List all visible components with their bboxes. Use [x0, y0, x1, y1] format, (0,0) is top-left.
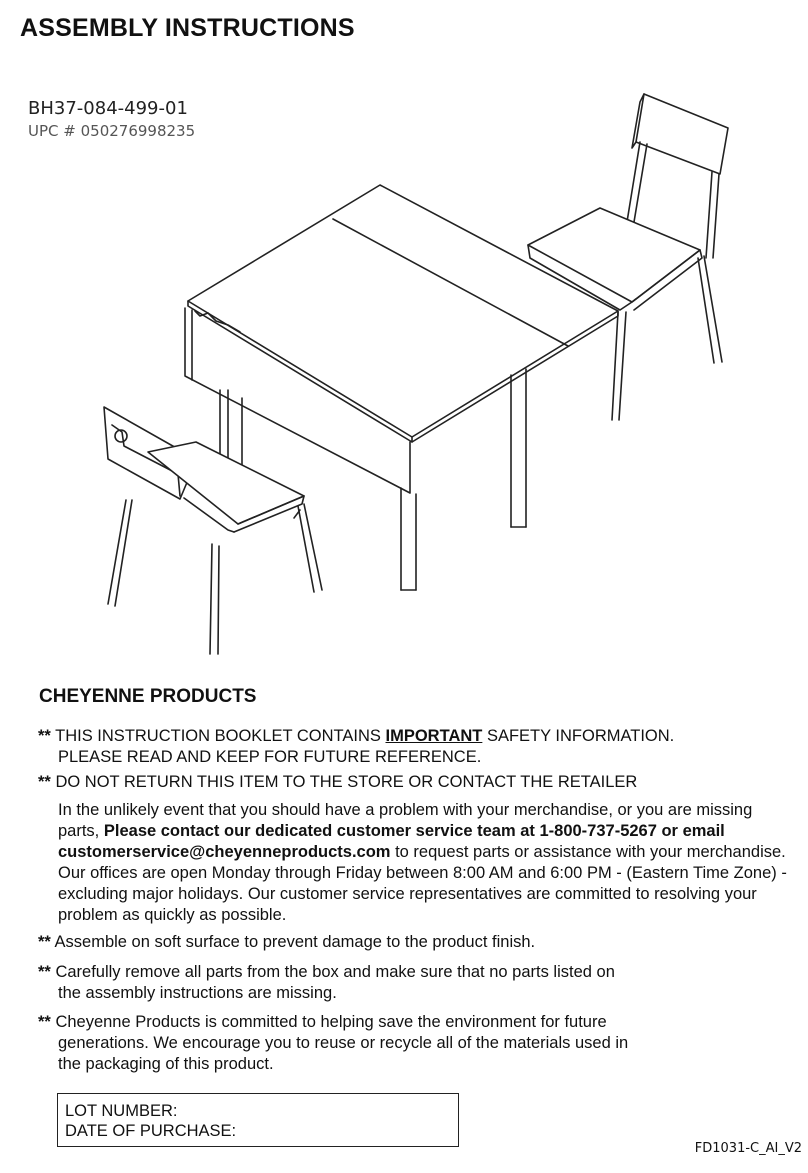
bullet-stars: **: [38, 773, 51, 791]
bullet-stars: **: [38, 933, 51, 951]
bullet-stars: **: [38, 1013, 51, 1031]
bullet-stars: **: [38, 727, 51, 745]
upc-code: UPC # 050276998235: [28, 122, 196, 140]
notice-environment: [38, 1012, 790, 1075]
brand-name: CHEYENNE PRODUCTS: [39, 686, 257, 707]
notice-text: Assemble on soft surface to prevent damage to the product finish.: [54, 933, 536, 951]
notice-text: generations. We encourage you to reuse or recycle all of the materials used in: [58, 1034, 629, 1052]
lot-number-box: [57, 1093, 459, 1147]
notice-do-not-return: [38, 772, 790, 793]
bullet-stars: **: [38, 963, 51, 981]
notice-heading: DO NOT RETURN THIS ITEM TO THE STORE OR CONTACT THE RETAILER: [55, 773, 638, 791]
table-and-chairs-illustration: [0, 80, 808, 680]
notice-text: SAFETY INFORMATION.: [486, 727, 675, 745]
right-chair-icon: [528, 94, 728, 420]
notice-remove-parts: [38, 962, 790, 1004]
notice-text: THIS INSTRUCTION BOOKLET CONTAINS: [55, 727, 381, 745]
notice-soft-surface: [38, 932, 790, 953]
notice-important-safety: [38, 726, 790, 768]
notice-text: Carefully remove all parts from the box and make sure that no parts listed on: [55, 963, 615, 981]
notice-text: PLEASE READ AND KEEP FOR FUTURE REFERENCE.: [58, 748, 482, 766]
notice-text: the packaging of this product.: [58, 1055, 274, 1073]
customer-service-contact: Please contact our dedicated customer service team at 1-800-737-5267 or email customerservice@cheyenneproducts.com: [58, 822, 725, 861]
notice-text: In the unlikely event that you should have a problem with your merchandise, or you are missing parts,: [58, 801, 753, 840]
document-id: FD1031-C_AI_V2: [694, 1141, 802, 1156]
important-label: IMPORTANT: [385, 727, 483, 745]
notice-text: to request parts or assistance with your merchandise. Our offices are open Monday through Friday between 8:00 AM and 6:00 PM - (Eastern Time Zone) - excluding major holidays. Our customer service representatives are committed to resolving your problem as quickly as possible.: [58, 843, 787, 924]
notice-text: the assembly instructions are missing.: [58, 984, 337, 1002]
left-chair-icon: [104, 407, 322, 654]
date-of-purchase-label: DATE OF PURCHASE:: [65, 1122, 237, 1140]
model-number: BH37-084-499-01: [28, 98, 188, 119]
customer-service-paragraph: [58, 800, 798, 926]
lot-number-label: LOT NUMBER:: [65, 1102, 178, 1120]
page-title: ASSEMBLY INSTRUCTIONS: [20, 14, 355, 42]
notice-text: Cheyenne Products is committed to helping save the environment for future: [55, 1013, 607, 1031]
